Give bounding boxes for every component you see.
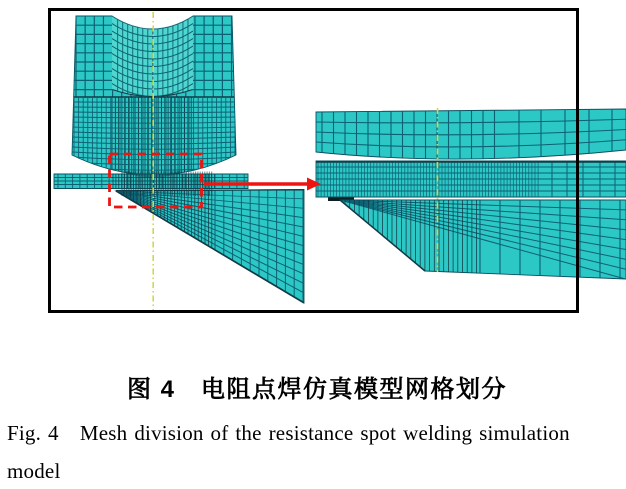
- figure-caption-en-line1: Fig. 4 Mesh division of the resistance spot welding simulation: [7, 421, 570, 445]
- lower-sheet-top-edge: [116, 190, 304, 191]
- figure-caption-en-line2: model: [7, 459, 61, 483]
- figure-caption-zh: 图 4 电阻点焊仿真模型网格划分: [126, 376, 507, 403]
